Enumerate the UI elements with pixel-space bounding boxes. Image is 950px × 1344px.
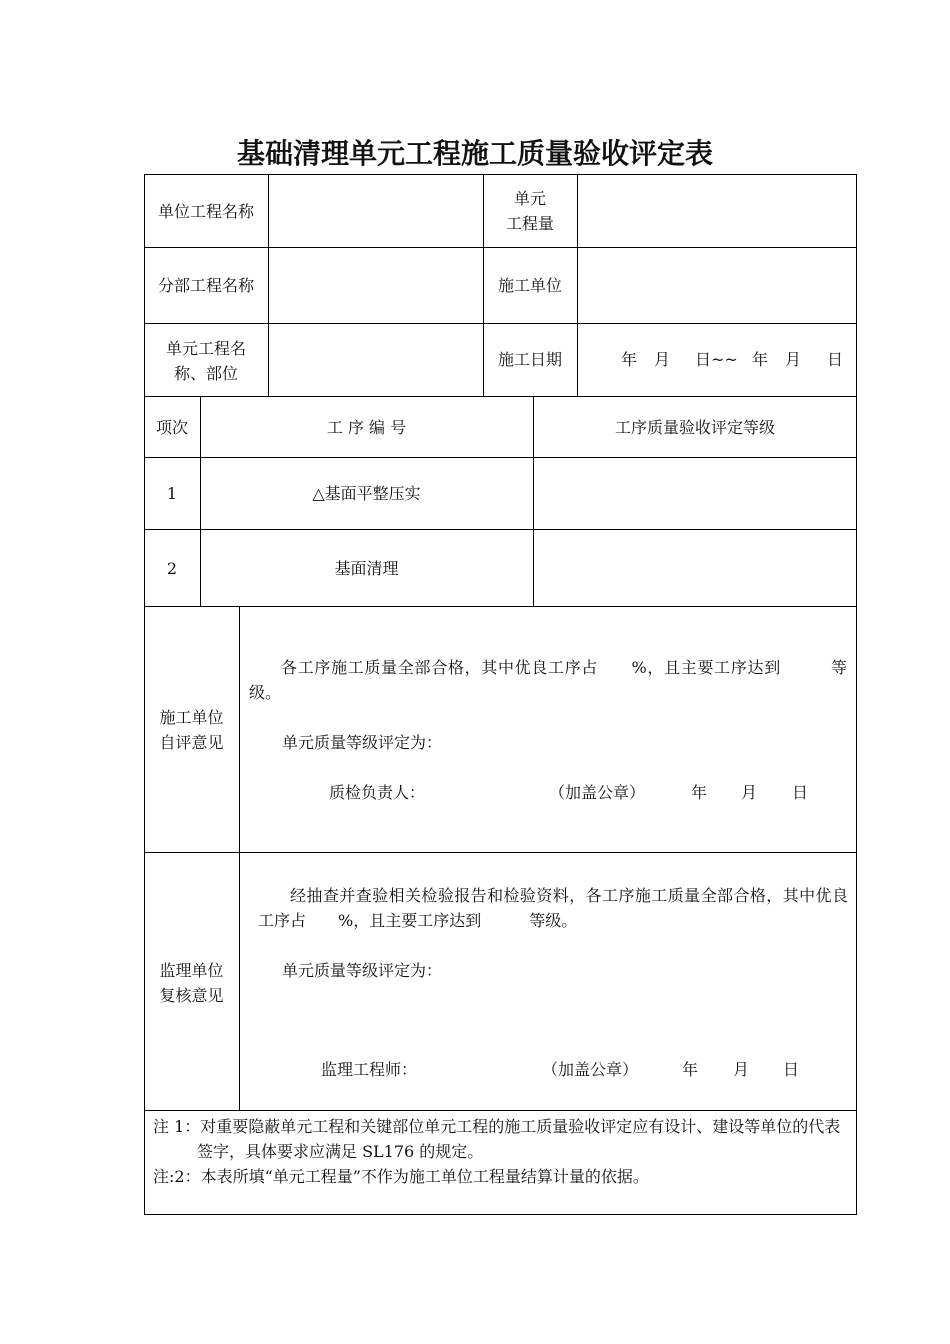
row-divider xyxy=(144,529,857,530)
col-grade-header: 工序质量验收评定等级 xyxy=(614,418,775,437)
date-day-2: 日 xyxy=(827,350,844,369)
date-day-1: 日~~ xyxy=(695,350,738,369)
sign-day: 日 xyxy=(792,783,809,802)
table-row-process: 基面清理 xyxy=(334,559,399,578)
element-name-label-line2: 称、部位 xyxy=(173,364,238,383)
note-2: 注:2：本表所填“单元工程量”不作为施工单位工程量结算计量的依据。 xyxy=(153,1167,649,1186)
col-divider xyxy=(239,606,240,1110)
row-divider xyxy=(144,247,857,248)
sign-month: 月 xyxy=(741,783,758,802)
supervision-sign-row xyxy=(239,1057,857,1082)
sub-project-name-label: 分部工程名称 xyxy=(157,276,254,295)
row-divider xyxy=(144,457,857,458)
date-year-2: 年 xyxy=(752,350,769,369)
table-row-index: 1 xyxy=(166,484,178,503)
self-eval-text: 各工序施工质量全部合格，其中优良工序占 %，且主要工序达到 等级。 xyxy=(249,658,847,702)
unit-project-name-label: 单位工程名称 xyxy=(157,202,254,221)
row-divider xyxy=(144,1110,857,1111)
supervision-text: 经抽查并查验相关检验报告和检验资料，各工序施工质量全部合格，其中优良工序占 %，且主要工序达到 等级。 xyxy=(258,886,848,930)
sign-month: 月 xyxy=(733,1060,750,1079)
row-divider xyxy=(144,852,857,853)
sign-year: 年 xyxy=(682,1060,699,1079)
row-divider xyxy=(144,323,857,324)
date-year-1: 年 xyxy=(621,350,638,369)
self-eval-label-line1: 施工单位 xyxy=(159,708,224,727)
sign-day: 日 xyxy=(783,1060,800,1079)
date-month-1: 月 xyxy=(654,350,671,369)
table-row-process: △基面平整压实 xyxy=(312,484,421,503)
construction-date-label: 施工日期 xyxy=(497,350,562,369)
table-row-index: 2 xyxy=(166,559,178,578)
supervision-grade-line: 单元质量等级评定为： xyxy=(282,961,443,980)
seal-note: （加盖公章） xyxy=(542,1060,639,1079)
unit-quantity-label-line2: 工程量 xyxy=(505,214,554,233)
supervision-label-line2: 复核意见 xyxy=(159,986,224,1005)
note-1: 注 1：对重要隐蔽单元工程和关键部位单元工程的施工质量验收评定应有设计、建设等单位的代表签字，具体要求应满足 SL176 的规定。 xyxy=(153,1117,841,1161)
supervising-engineer-label: 监理工程师： xyxy=(321,1060,418,1079)
element-name-label-line1: 单元工程名 xyxy=(165,339,246,358)
unit-quantity-label-line1: 单元 xyxy=(513,189,546,208)
supervision-label-line1: 监理单位 xyxy=(159,961,224,980)
date-month-2: 月 xyxy=(785,350,802,369)
quality-inspector-label: 质检负责人： xyxy=(329,783,426,802)
construction-unit-label: 施工单位 xyxy=(497,276,562,295)
row-divider xyxy=(144,396,857,397)
self-eval-label-line2: 自评意见 xyxy=(159,733,224,752)
row-divider xyxy=(144,606,857,607)
construction-date-value xyxy=(577,347,857,372)
self-eval-sign-row xyxy=(239,780,857,805)
sign-year: 年 xyxy=(691,783,708,802)
col-process-header: 工 序 编 号 xyxy=(326,418,407,437)
seal-note: （加盖公章） xyxy=(549,783,646,802)
page-title: 基础清理单元工程施工质量验收评定表 xyxy=(236,137,713,170)
col-index-header: 项次 xyxy=(155,418,188,437)
col-divider xyxy=(268,174,269,396)
self-eval-grade-line: 单元质量等级评定为： xyxy=(282,733,443,752)
